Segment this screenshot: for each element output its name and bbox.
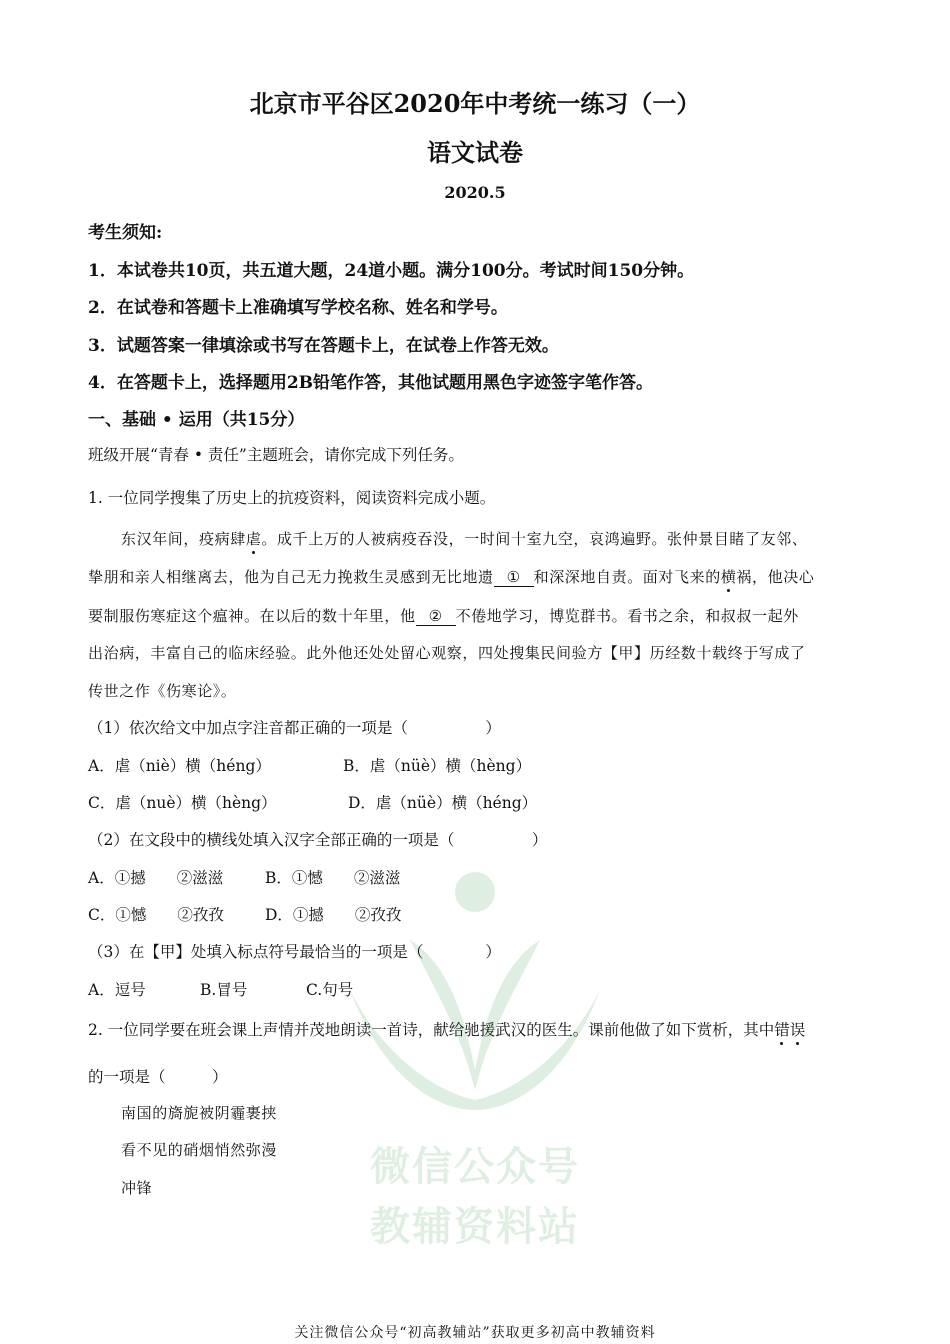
exam-subtitle: 语文试卷 xyxy=(427,138,523,167)
blank-2: ② xyxy=(416,607,456,626)
sub-question-3-stem: （3）在【甲】处填入标点符号最恰当的一项是（ ） xyxy=(88,943,501,961)
option-3a: A．逗号 xyxy=(88,981,146,999)
footer-note: 关注微信公众号“初高教辅站”获取更多初高中教辅资料 xyxy=(294,1325,656,1341)
option-2a: A．①撼 ②滋滋 xyxy=(88,869,224,887)
notice-item-2: 2．在试卷和答题卡上准确填写学校名称、姓名和学号。 xyxy=(88,298,508,318)
passage-line-3 xyxy=(88,605,799,626)
notice-item-3: 3．试题答案一律填涂或书写在答题卡上，在试卷上作答无效。 xyxy=(88,336,559,356)
exam-date: 2020.5 xyxy=(444,183,506,202)
passage-text: 东汉年间，疫病肆 xyxy=(121,530,246,548)
dotted-char-nue: 虐 xyxy=(245,530,262,548)
passage-line-5: 传世之作《伤寒论》。 xyxy=(88,682,237,700)
passage-text: 祸，他决心 xyxy=(736,568,815,586)
dotted-char-heng: 横 xyxy=(720,568,737,586)
section-intro: 班级开展“青春 • 责任”主题班会，请你完成下列任务。 xyxy=(88,446,464,464)
poem-line-1: 南国的旖旎被阴霾裹挟 xyxy=(121,1104,278,1122)
sub-question-1-stem: （1）依次给文中加点字注音都正确的一项是（ ） xyxy=(88,719,501,737)
option-2b: B．①憾 ②滋滋 xyxy=(265,869,401,887)
poem-line-2: 看不见的硝烟悄然弥漫 xyxy=(121,1141,278,1159)
option-1b: B．虐（nüè）横（hèng） xyxy=(343,757,532,775)
passage-line-1 xyxy=(121,528,807,549)
sub-question-2-stem: （2）在文段中的横线处填入汉字全部正确的一项是（ ） xyxy=(88,831,548,849)
option-2d: D．①撼 ②孜孜 xyxy=(265,906,402,924)
option-3c: C.句号 xyxy=(306,981,354,999)
option-2c: C．①憾 ②孜孜 xyxy=(88,906,224,924)
option-1c: C．虐（nuè）横（hèng） xyxy=(88,794,277,812)
passage-line-2 xyxy=(88,566,814,587)
passage-text: 和深深地自责。面对飞来的 xyxy=(533,568,721,586)
dotted-char-wu: 误 xyxy=(789,1021,806,1039)
notice-item-1: 1．本试卷共10页，共五道大题，24道小题。满分100分。考试时间150分钟。 xyxy=(88,261,695,281)
passage-text: 不倦地学习，博览群书。看书之余，和叔叔一起外 xyxy=(455,607,799,625)
question-1-stem: 1. 一位同学搜集了历史上的抗疫资料，阅读资料完成小题。 xyxy=(88,489,496,507)
notice-heading: 考生须知: xyxy=(88,223,163,243)
section-heading: 一、基础 • 运用（共15分） xyxy=(88,410,305,430)
poem-line-3: 冲锋 xyxy=(121,1179,153,1197)
passage-text: 。成千上万的人被病疫吞没，一时间十室九空，哀鸿遍野。张仲景目睹了友邻、 xyxy=(261,530,808,548)
question-2-text: 2. 一位同学要在班会课上声情并茂地朗读一首诗，献给驰援武汉的医生。课前他做了如下赏析，其中 xyxy=(88,1021,775,1039)
exam-title: 北京市平谷区2020年中考统一练习（一） xyxy=(249,89,701,118)
watermark-line1: 微信公众号 xyxy=(370,1144,580,1190)
dotted-char-cuo: 错 xyxy=(774,1021,790,1039)
blank-1: ① xyxy=(494,568,534,587)
option-3b: B.冒号 xyxy=(200,981,248,999)
option-1d: D．虐（nüè）横（héng） xyxy=(348,794,538,812)
notice-item-4: 4．在答题卡上，选择题用2B铅笔作答，其他试题用黑色字迹签字笔作答。 xyxy=(88,373,654,393)
question-2-stem-line1 xyxy=(88,1018,805,1040)
passage-line-4: 出治病，丰富自己的临床经验。此外他还处处留心观察，四处搜集民间验方【甲】历经数十载终于写成了 xyxy=(88,644,806,662)
question-2-stem-line2: 的一项是（ ） xyxy=(88,1068,228,1086)
option-1a: A．虐（niè）横（héng） xyxy=(88,757,271,775)
watermark xyxy=(340,870,610,1250)
passage-text: 挚朋和亲人相继离去，他为自己无力挽救生灵感到无比地遗 xyxy=(88,568,494,586)
passage-text: 要制服伤寒症这个瘟神。在以后的数十年里，他 xyxy=(88,607,416,625)
watermark-line2: 教辅资料站 xyxy=(370,1204,580,1250)
